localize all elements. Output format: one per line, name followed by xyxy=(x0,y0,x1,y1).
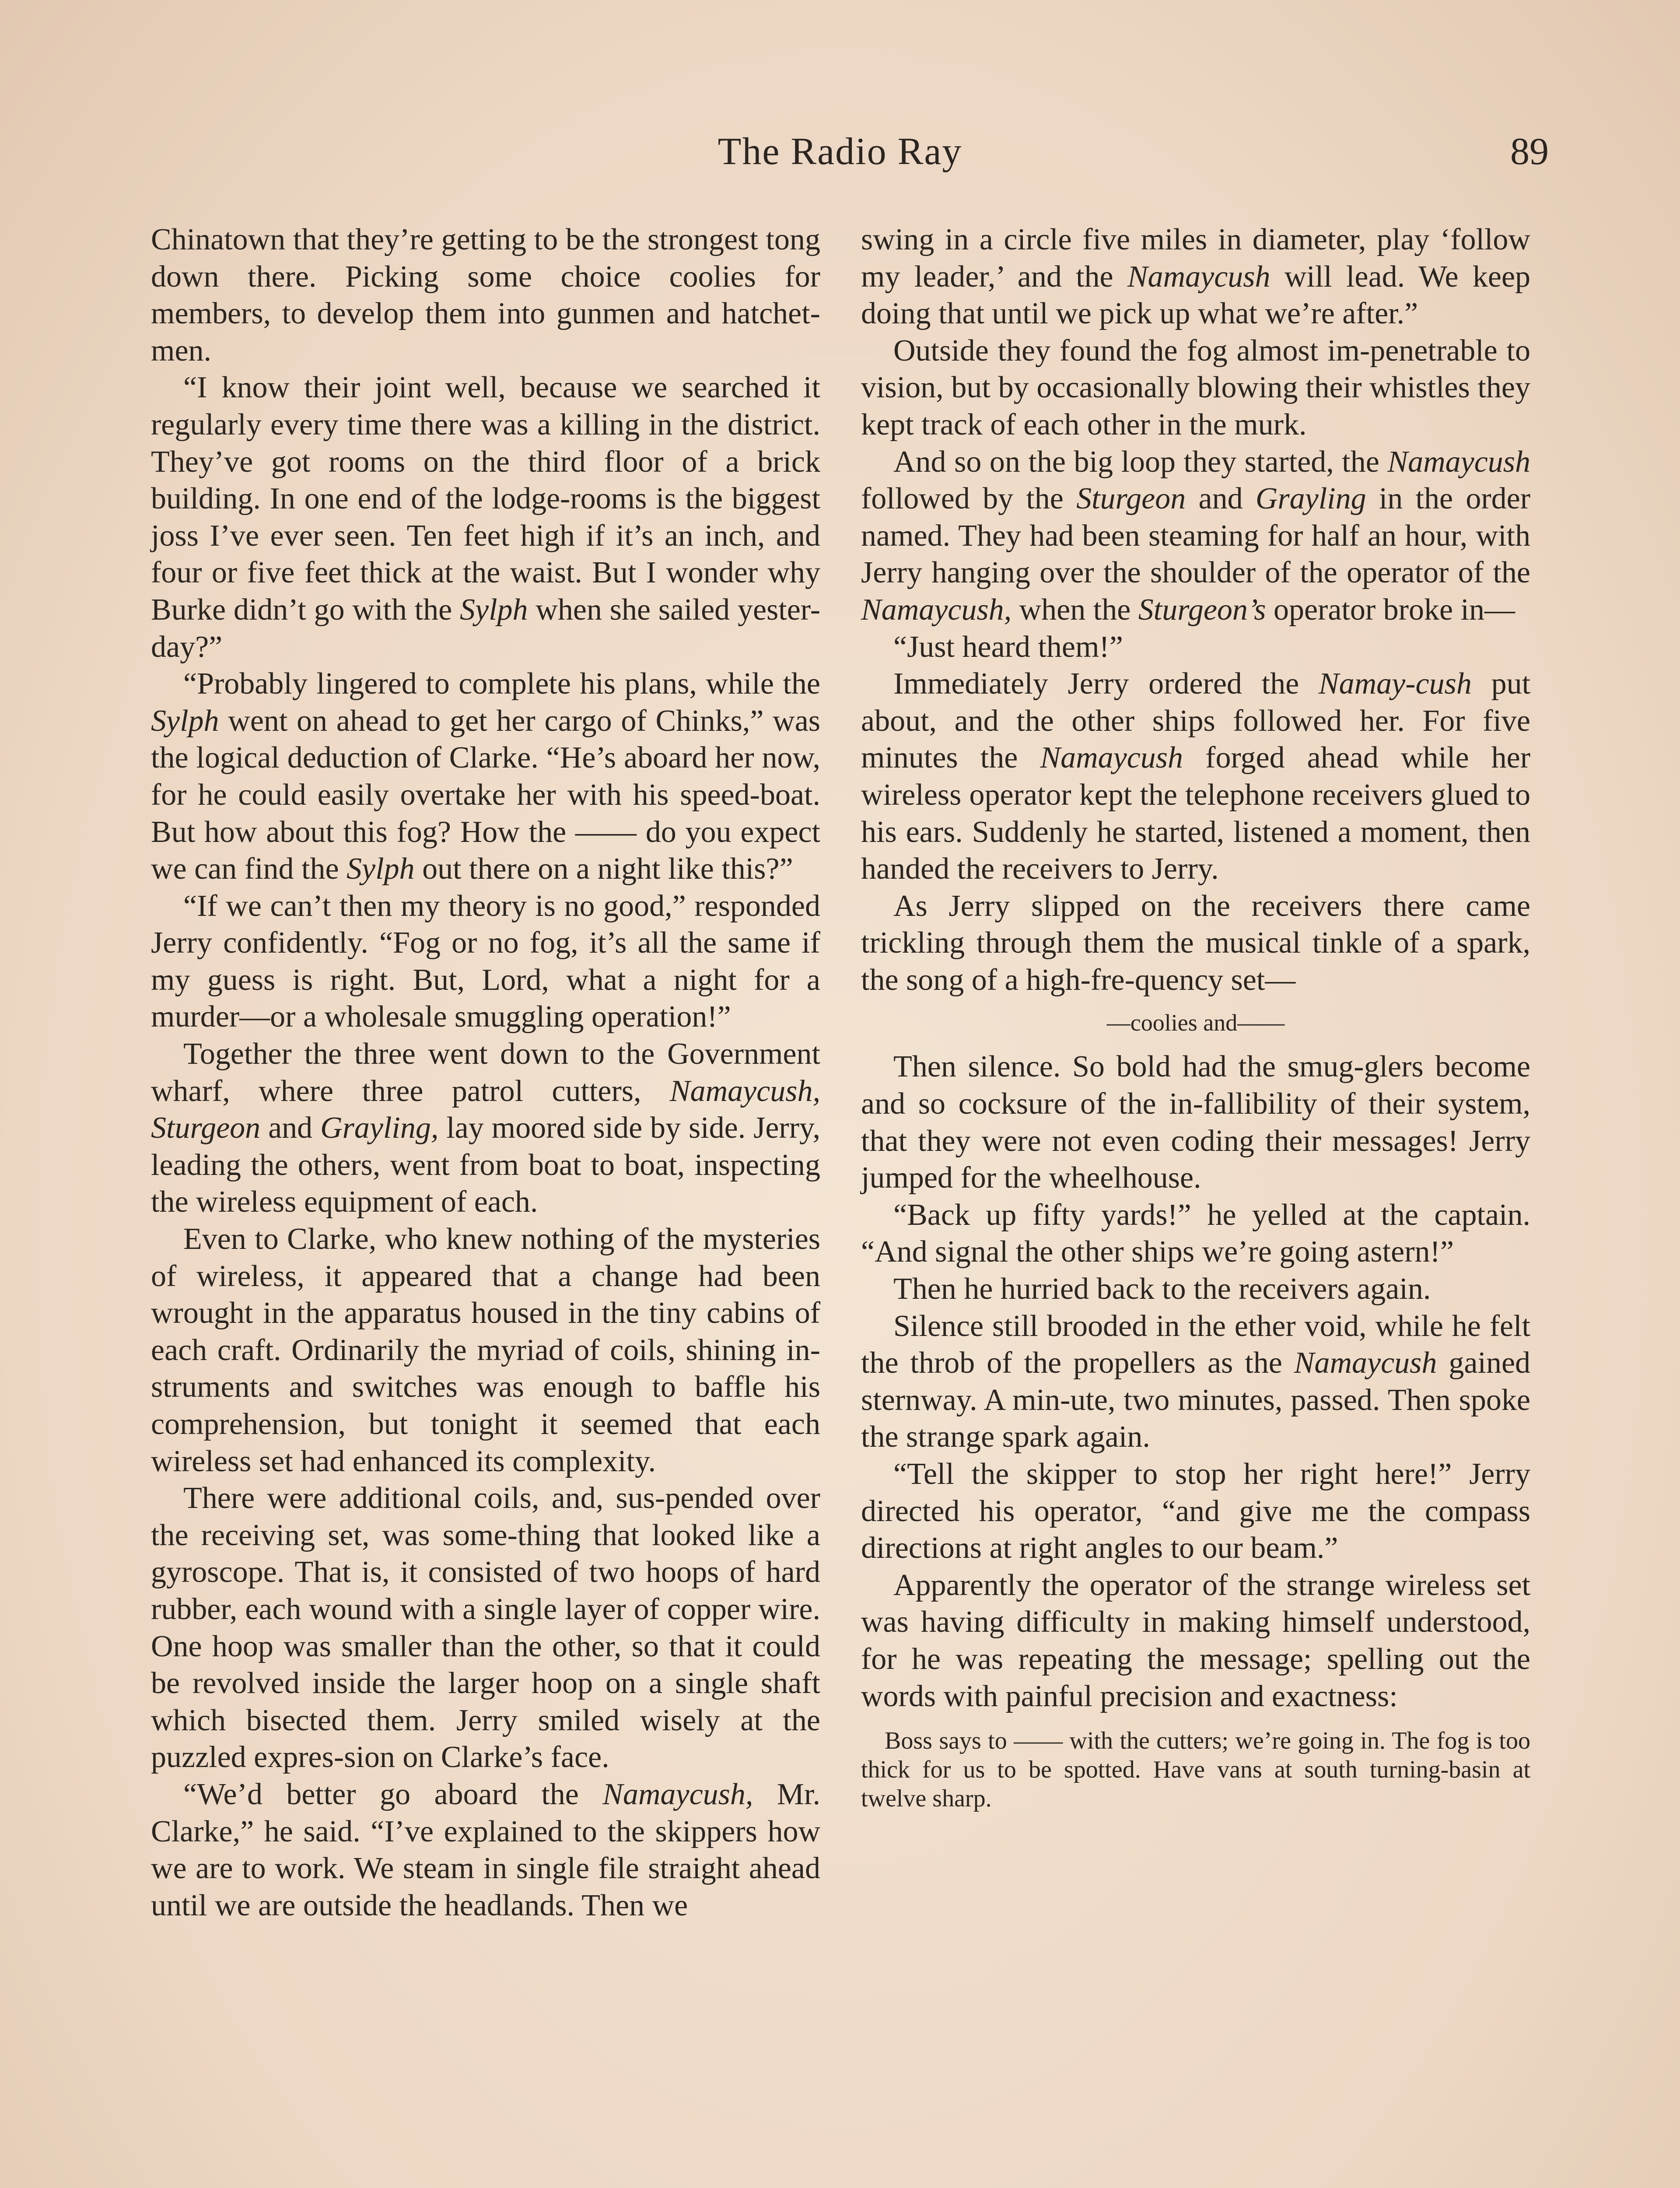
ship-name: Namaycush xyxy=(1127,259,1270,294)
ship-name: Sylph xyxy=(151,704,219,738)
paragraph: swing in a circle five miles in diameter, play ‘follow my leader,’ and the Namaycush will lead. We keep doing that until we pick up what we’re after.” xyxy=(861,223,1531,331)
paragraph: As Jerry slipped on the receivers there came trickling through them the musical tinkle of a spark, the song of a high-fre-quency set— xyxy=(861,889,1530,997)
left-column xyxy=(151,221,820,1924)
paragraph: Then silence. So bold had the smug-glers become and so cocksure of the in-fallibility of their system, that they were not even coding their messages! Jerry jumped for the wheelhouse. xyxy=(861,1050,1530,1195)
ship-name: Namaycush, xyxy=(602,1777,753,1811)
ship-name: Sylph xyxy=(346,852,415,886)
page-number: 89 xyxy=(1510,130,1549,173)
wireless-message: Boss says to —— with the cutters; we’re going in. The fog is too thick for us to be spotted. Have vans at south turning-basin at twelve sharp. xyxy=(861,1727,1530,1813)
running-header-title: The Radio Ray xyxy=(718,130,962,173)
paragraph: There were additional coils, and, sus-pended over the receiving set, was some-thing that looked like a gyroscope. That is, it consisted of two hoops of hard rubber, each wound with a single layer of copper wire. One hoop was smaller than the other, so that it could be revolved inside the larger hoop on a single shaft which bisected them. Jerry smiled wisely at the puzzled expres-sion on Clarke’s face. xyxy=(151,1481,820,1774)
ship-name: Sturgeon xyxy=(1076,482,1186,516)
ship-name: Grayling xyxy=(1255,482,1366,516)
right-column xyxy=(861,221,1530,1813)
paragraph: “I know their joint well, because we searched it regularly every time there was a killing in the district. They’ve got rooms on the third floor of a brick building. In one end of the lodge-rooms is the biggest joss I’ve ever seen. Ten feet high if it’s an inch, and four or five feet thick at the waist. But I wonder why Burke didn’t go with the Sylph when she sailed yester-day?” xyxy=(151,371,821,664)
paragraph: “If we can’t then my theory is no good,” responded Jerry confidently. “Fog or no fog, it’s all the same if my guess is right. But, Lord, what a night for a murder—or a wholesale smuggling operation!” xyxy=(151,889,820,1034)
ship-name: Grayling, xyxy=(320,1111,439,1145)
paragraph: Immediately Jerry ordered the Namay-cush put about, and the other ships followed her. For five minutes the Namaycush forged ahead while her wireless operator kept the telephone receivers glued to his ears. Suddenly he started, listened a moment, then handed the receivers to Jerry. xyxy=(861,667,1531,886)
paragraph: “Back up fifty yards!” he yelled at the captain. “And signal the other ships we’re going astern!” xyxy=(861,1198,1530,1269)
paragraph: And so on the big loop they started, the Namaycush followed by the Sturgeon and Grayling in the order named. They had been steaming for half an hour, with Jerry hanging over the shoulder of the operator of the Namaycush, when the Sturgeon’s operator broke in— xyxy=(861,445,1531,627)
paragraph: Chinatown that they’re getting to be the strongest tong down there. Picking some choice coolies for members, to develop them into gunmen and hatchet-men. xyxy=(151,223,820,368)
ship-name: Sturgeon’s xyxy=(1138,593,1266,627)
paragraph: “We’d better go aboard the Namaycush, Mr. Clarke,” he said. “I’ve explained to the skippers how we are to work. We steam in single file straight ahead until we are outside the headlands. Then we xyxy=(151,1777,820,1922)
paragraph: “Just heard them!” xyxy=(893,630,1123,664)
ship-name: Namaycush xyxy=(1294,1346,1437,1380)
paragraph: Apparently the operator of the strange wireless set was having difficulty in making himself understood, for he was repeating the message; spelling out the words with painful precision and exactness: xyxy=(861,1568,1530,1713)
ship-name: Namaycush xyxy=(1040,741,1183,775)
ship-name: Namaycush, xyxy=(861,593,1012,627)
ship-name: Namaycush xyxy=(1387,445,1530,479)
ship-name: Namaycush, xyxy=(669,1074,820,1108)
paragraph: Even to Clarke, who knew nothing of the mysteries of wireless, it appeared that a change had been wrought in the apparatus housed in the tiny cabins of each craft. Ordinarily the myriad of coils, shining in-struments and switches was enough to baffle his comprehension, but tonight it seemed that each wireless set had enhanced its complexity. xyxy=(151,1222,820,1478)
paragraph: Then he hurried back to the receivers again. xyxy=(893,1272,1431,1306)
ship-name: Sylph xyxy=(460,593,528,627)
paragraph: Together the three went down to the Government wharf, where three patrol cutters, Namaycush, Sturgeon and Grayling, lay moored side by side. Jerry, leading the others, went from boat to boat, inspecting the wireless equipment of each. xyxy=(151,1037,821,1219)
paragraph: “Tell the skipper to stop her right here!” Jerry directed his operator, “and give me the compass directions at right angles to our beam.” xyxy=(861,1457,1530,1565)
ship-name: Sturgeon xyxy=(151,1111,261,1145)
wireless-message: —coolies and—— xyxy=(1106,1010,1285,1036)
paragraph: “Probably lingered to complete his plans, while the Sylph went on ahead to get her cargo of Chinks,” was the logical deduction of Clarke. “He’s aboard her now, for he could easily overtake her with his speed-boat. But how about this fog? How the —— do you expect we can find the Sylph out there on a night like this?” xyxy=(151,667,821,886)
ship-name: Namay-cush xyxy=(1318,667,1472,701)
paragraph: Outside they found the fog almost im-penetrable to vision, but by occasionally blowing their whistles they kept track of each other in the murk. xyxy=(861,333,1530,442)
paragraph: Silence still brooded in the ether void, while he felt the throb of the propellers as the Namaycush gained sternway. A min-ute, two minutes, passed. Then spoke the strange spark again. xyxy=(861,1309,1531,1454)
